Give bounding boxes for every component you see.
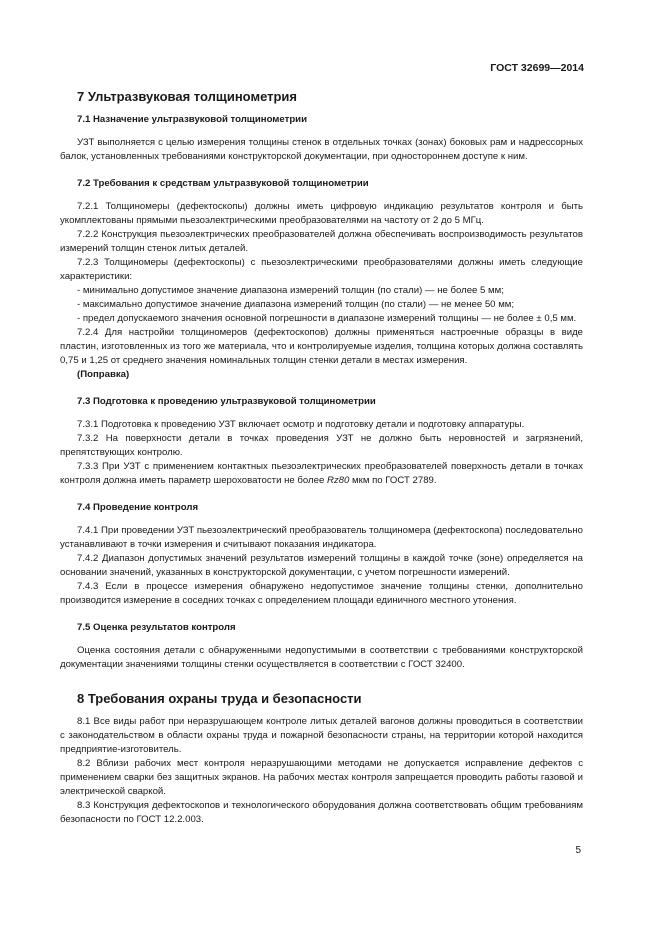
paragraph-8-1: 8.1 Все виды работ при неразрушающем контроле литых деталей вагонов должны проводиться в соответствии с законодательством в области охраны труда и пожарной безопасности страны, на территории которой находится предприятие-изготовитель. (60, 716, 583, 755)
section-7-5-title: 7.5 Оценка результатов контроля (77, 622, 236, 633)
page-number: 5 (575, 845, 581, 856)
section-7-1-title: 7.1 Назначение ультразвуковой толщинометрии (77, 114, 307, 125)
bullet-item: - максимально допустимое значение диапазона измерений толщин (по стали) — не менее 50 мм; (77, 299, 515, 310)
paragraph-7-3-2: 7.3.2 На поверхности детали в точках проведения УЗТ не должно быть неровностей и загрязнений, препятствующих контролю. (60, 433, 583, 458)
bullet-item: - предел допускаемого значения основной погрешности в диапазоне измерений толщины — не более ± 0,5 мм. (77, 313, 577, 324)
standard-number: ГОСТ 32699—2014 (490, 62, 584, 74)
paragraph-7-2-1: 7.2.1 Толщиномеры (дефектоскопы) должны иметь цифровую индикацию результатов контроля и быть укомплектованы прямыми пьезоэлектрическими преобразователями на частоту от 2 до 5 МГц. (60, 201, 583, 226)
paragraph-7-1: УЗТ выполняется с целью измерения толщины стенок в отдельных точках (зонах) боковых рам и надрессорных балок, установленных требованиями конструкторской документации, при одностороннем доступе к ним. (60, 137, 583, 162)
paragraph-7-3-3 (60, 460, 583, 488)
paragraph-8-2: 8.2 Вблизи рабочих мест контроля неразрушающими методами не допускается исправление дефектов с применением сварки без защитных экранов. На рабочих местах контроля запрещается проводить работы газовой и электрической сваркой. (60, 758, 583, 797)
section-7-4-title: 7.4 Проведение контроля (77, 502, 199, 513)
paragraph-7-5: Оценка состояния детали с обнаруженными недопустимыми в соответствии с требованиями конструкторской документации значениями толщины стенки осуществляется в соответствии с ГОСТ 32400. (60, 645, 583, 670)
paragraph-7-3-3-text: 7.3.3 При УЗТ с применением контактных пьезоэлектрических преобразователей поверхность детали в точках контроля должна иметь параметр шероховатости не более (60, 461, 583, 486)
section-7-2-title: 7.2 Требования к средствам ультразвуковой толщинометрии (77, 178, 369, 189)
paragraph-7-2-4: 7.2.4 Для настройки толщиномеров (дефектоскопов) должны применяться настроечные образцы в виде пластин, изготовленных из того же материала, что и контролируемые изделия, толщина которых должна составлять 0,75 и 1,25 от среднего значения номинальных толщин стенки детали в местах измерения. (60, 327, 583, 366)
roughness-parameter: Rz80 (326, 475, 350, 486)
paragraph-7-4-3: 7.4.3 Если в процессе измерения обнаружено недопустимое значение толщины стенки, дополнительно производится измерение в соседних точках с определением площади единичного местного утонения. (60, 581, 583, 606)
section-7-title: 7 Ультразвуковая толщинометрия (77, 89, 298, 104)
paragraph-8-3: 8.3 Конструкция дефектоскопов и технологического оборудования должна соответствовать общим требованиям безопасности по ГОСТ 12.2.003. (60, 800, 583, 825)
document-body (60, 90, 583, 827)
paragraph-7-3-3-end: мкм по ГОСТ 2789. (349, 475, 437, 486)
section-8-title: 8 Требования охраны труда и безопасности (77, 691, 362, 706)
paragraph-7-2-3: 7.2.3 Толщиномеры (дефектоскопы) с пьезоэлектрическими преобразователями должны иметь следующие характеристики: (60, 257, 583, 282)
paragraph-7-3-1: 7.3.1 Подготовка к проведению УЗТ включает осмотр и подготовку детали и подготовку аппаратуры. (77, 419, 525, 430)
paragraph-7-4-1: 7.4.1 При проведении УЗТ пьезоэлектрический преобразователь толщиномера (дефектоскопа) последовательно устанавливают в точки измерения и считывают показания индикатора. (60, 525, 583, 550)
paragraph-7-4-2: 7.4.2 Диапазон допустимых значений результатов измерений толщины в каждой точке (зоне) определяется на основании значений, указанных в конструкторской документации, с учетом погрешности измерений. (60, 553, 583, 578)
amendment-note: (Поправка) (77, 369, 130, 380)
section-7-3-title: 7.3 Подготовка к проведению ультразвуковой толщинометрии (77, 396, 376, 407)
bullet-item: - минимально допустимое значение диапазона измерений толщин (по стали) — не более 5 мм; (77, 285, 504, 296)
paragraph-7-2-2: 7.2.2 Конструкция пьезоэлектрических преобразователей должна обеспечивать воспроизводимость результатов измерений толщин стенок литых деталей. (60, 229, 583, 254)
